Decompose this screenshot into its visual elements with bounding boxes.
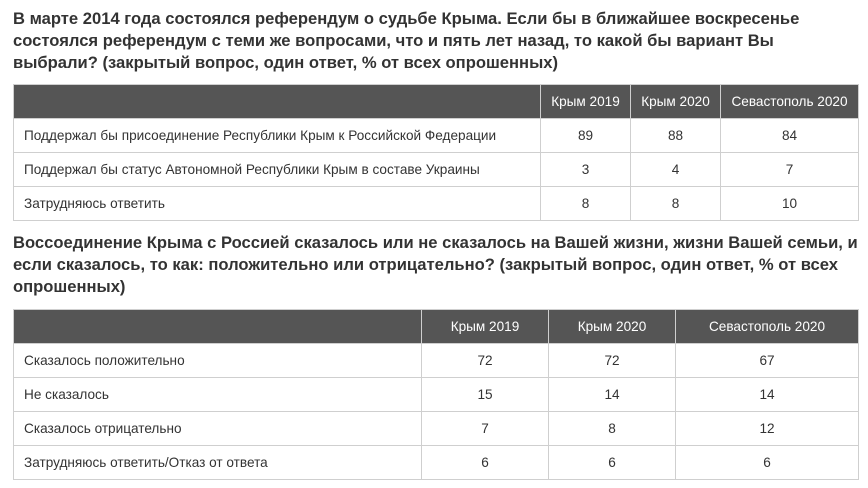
value-crimea-2020: 72	[549, 344, 676, 378]
table-row	[14, 119, 859, 153]
row-label: Сказалось отрицательно	[14, 412, 422, 446]
value-crimea-2019: 6	[422, 446, 549, 480]
reunification-impact-section	[13, 232, 858, 480]
header-crimea-2019: Крым 2019	[422, 310, 549, 344]
row-label: Поддержал бы присоединение Республики Крым к Российской Федерации	[14, 119, 541, 153]
value-sevastopol-2020: 6	[676, 446, 859, 480]
table-header-row	[14, 85, 859, 119]
value-crimea-2019: 89	[541, 119, 631, 153]
value-crimea-2020: 14	[549, 378, 676, 412]
table-row	[14, 187, 859, 221]
header-sevastopol-2020: Севастополь 2020	[676, 310, 859, 344]
row-label: Сказалось положительно	[14, 344, 422, 378]
impact-question-title: Воссоединение Крыма с Россией сказалось или не сказалось на Вашей жизни, жизни Вашей семьи, и если сказалось, то как: положительно или отрицательно? (закрытый вопрос, один ответ, % от всех опрошенных)	[13, 233, 858, 296]
table-row	[14, 344, 859, 378]
value-crimea-2020: 8	[549, 412, 676, 446]
value-sevastopol-2020: 12	[676, 412, 859, 446]
table-row	[14, 446, 859, 480]
referendum-section	[13, 8, 858, 221]
table-row	[14, 153, 859, 187]
header-label-column	[14, 310, 422, 344]
value-crimea-2020: 88	[631, 119, 721, 153]
table-header-row	[14, 310, 859, 344]
header-crimea-2020: Крым 2020	[631, 85, 721, 119]
value-sevastopol-2020: 7	[721, 153, 859, 187]
table-row	[14, 378, 859, 412]
value-crimea-2019: 3	[541, 153, 631, 187]
value-crimea-2020: 8	[631, 187, 721, 221]
header-sevastopol-2020: Севастополь 2020	[721, 85, 859, 119]
value-crimea-2020: 4	[631, 153, 721, 187]
row-label: Не сказалось	[14, 378, 422, 412]
impact-table	[13, 309, 859, 480]
row-label: Поддержал бы статус Автономной Республики Крым в составе Украины	[14, 153, 541, 187]
value-sevastopol-2020: 10	[721, 187, 859, 221]
value-sevastopol-2020: 14	[676, 378, 859, 412]
row-label: Затрудняюсь ответить/Отказ от ответа	[14, 446, 422, 480]
value-crimea-2019: 8	[541, 187, 631, 221]
header-label-column	[14, 85, 541, 119]
value-sevastopol-2020: 84	[721, 119, 859, 153]
value-crimea-2019: 7	[422, 412, 549, 446]
value-crimea-2019: 15	[422, 378, 549, 412]
value-crimea-2019: 72	[422, 344, 549, 378]
value-sevastopol-2020: 67	[676, 344, 859, 378]
value-crimea-2020: 6	[549, 446, 676, 480]
header-crimea-2020: Крым 2020	[549, 310, 676, 344]
table-row	[14, 412, 859, 446]
referendum-question-title: В марте 2014 года состоялся референдум о судьбе Крыма. Если бы в ближайшее воскресенье состоялся референдум с теми же вопросами, что и пять лет назад, то какой бы вариант Вы выбрали? (закрытый вопрос, один ответ, % от всех опрошенных)	[13, 9, 800, 72]
header-crimea-2019: Крым 2019	[541, 85, 631, 119]
referendum-table	[13, 84, 859, 221]
row-label: Затрудняюсь ответить	[14, 187, 541, 221]
